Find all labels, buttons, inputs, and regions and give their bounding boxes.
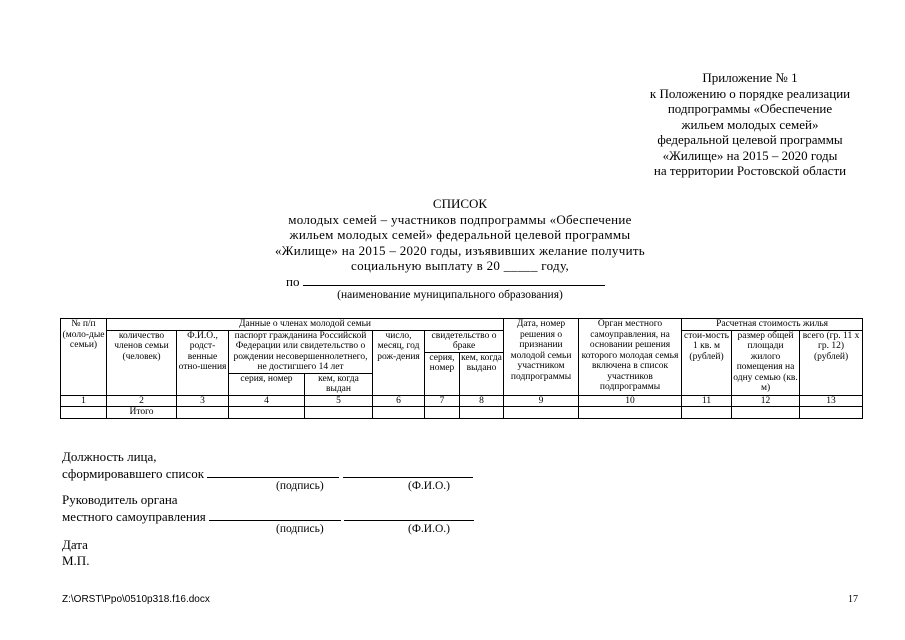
number-cell: 4 — [229, 395, 305, 407]
municipality-line — [286, 274, 605, 290]
header-fio: Ф.И.О., родст-венные отно-шения — [177, 330, 229, 395]
table-cell[interactable] — [579, 407, 682, 419]
header-group-members: Данные о членах молодой семьи — [107, 319, 504, 331]
municipality-caption: (наименование муниципального образования) — [337, 289, 563, 301]
stamp-label: М.П. — [62, 553, 90, 568]
header-cost-sqm: стои-мость 1 кв. м (рублей) — [682, 330, 732, 395]
header-count: количество членов семьи (человек) — [107, 330, 177, 395]
table-cell[interactable] — [373, 407, 425, 419]
header-passport-issued: кем, когда выдан — [305, 373, 373, 395]
table-cell[interactable] — [425, 407, 460, 419]
annex-line: на территории Ростовской области — [653, 163, 847, 178]
header-marriage-series: серия, номер — [425, 352, 460, 395]
fio-field[interactable] — [343, 465, 473, 478]
head-fio-caption: (Ф.И.О.) — [408, 523, 450, 535]
annex-line: «Жилище» на 2015 – 2020 годы — [662, 147, 838, 163]
po-label: по — [286, 274, 300, 289]
municipality-field[interactable] — [303, 274, 605, 286]
table-cell[interactable] — [682, 407, 732, 419]
number-cell: 3 — [177, 395, 229, 407]
number-cell: 12 — [732, 395, 800, 407]
table-cell[interactable] — [61, 407, 107, 419]
annex-line: федеральной целевой программы — [657, 132, 843, 147]
number-cell: 9 — [504, 395, 579, 407]
table-row-total — [61, 407, 863, 419]
signature-field[interactable] — [207, 465, 339, 478]
head-signature-caption: (подпись) — [276, 523, 324, 535]
header-authority: Орган местного самоуправления, на основании решения которого молодая семья включена в список участников подпрограммы — [579, 319, 682, 396]
position-label-line2: сформировавшего список — [62, 466, 205, 481]
document-title — [200, 196, 720, 274]
annex-line: подпрограммы «Обеспечение — [667, 101, 833, 116]
position-label-line1: Должность лица, — [62, 449, 157, 464]
date-label: Дата — [62, 537, 88, 552]
table-cell[interactable] — [800, 407, 863, 419]
header-passport: паспорт гражданина Российской Федерации или свидетельство о рождении несовершеннолетнего, не достигшего 14 лет — [229, 330, 373, 373]
families-table — [60, 318, 863, 419]
footer-file-path: Z:\ORST\Ppo\0510p318.f16.docx — [62, 594, 210, 605]
signature-caption: (подпись) — [276, 480, 324, 492]
head-label-line1: Руководитель органа — [62, 492, 178, 507]
header-marriage-issued: кем, когда выдано — [460, 352, 504, 395]
number-cell: 13 — [800, 395, 863, 407]
table-cell[interactable] — [177, 407, 229, 419]
header-passport-series: серия, номер — [229, 373, 305, 395]
head-signature-field[interactable] — [209, 508, 341, 521]
title-line: социальную выплату в 20 _____ году, — [351, 258, 569, 273]
fio-caption: (Ф.И.О.) — [408, 480, 450, 492]
number-cell: 10 — [579, 395, 682, 407]
annex-block — [600, 70, 900, 179]
number-cell: 5 — [305, 395, 373, 407]
header-total: всего (гр. 11 х гр. 12) (рублей) — [800, 330, 863, 395]
header-no: № п/п (моло-дые семьи) — [61, 319, 107, 396]
page-number: 17 — [848, 594, 858, 605]
table-cell[interactable] — [732, 407, 800, 419]
number-cell: 6 — [373, 395, 425, 407]
number-cell: 11 — [682, 395, 732, 407]
title-line: молодых семей – участников подпрограммы «Обеспечение — [288, 211, 632, 227]
head-label-line2: местного самоуправления — [62, 509, 206, 524]
header-area: размер общей площади жилого помещения на одну семью (кв. м) — [733, 330, 798, 393]
title-heading: СПИСОК — [432, 196, 488, 211]
header-birth: число, месяц, год рож-дения — [373, 330, 425, 395]
annex-line: Приложение № 1 — [702, 70, 798, 85]
header-marriage: свидетельство о браке — [425, 330, 504, 352]
title-line: жильем молодых семей» федеральной целевой программы — [289, 227, 631, 242]
header-decision-date: Дата, номер решения о признании молодой семьи участником подпрограммы — [504, 319, 579, 396]
table-cell[interactable] — [305, 407, 373, 419]
table-cell[interactable] — [504, 407, 579, 419]
number-cell: 1 — [61, 395, 107, 407]
number-cell: 8 — [460, 395, 504, 407]
number-cell: 7 — [425, 395, 460, 407]
annex-line: к Положению о порядке реализации — [649, 85, 851, 101]
title-line: «Жилище» на 2015 – 2020 годы, изъявивших желание получить — [274, 242, 646, 258]
table-cell[interactable] — [229, 407, 305, 419]
annex-line: жильем молодых семей» — [681, 116, 819, 132]
number-cell: 2 — [107, 395, 177, 407]
head-fio-field[interactable] — [344, 508, 474, 521]
total-label: Итого — [107, 407, 177, 419]
table-cell[interactable] — [460, 407, 504, 419]
header-group-cost: Расчетная стоимость жилья — [682, 319, 863, 331]
